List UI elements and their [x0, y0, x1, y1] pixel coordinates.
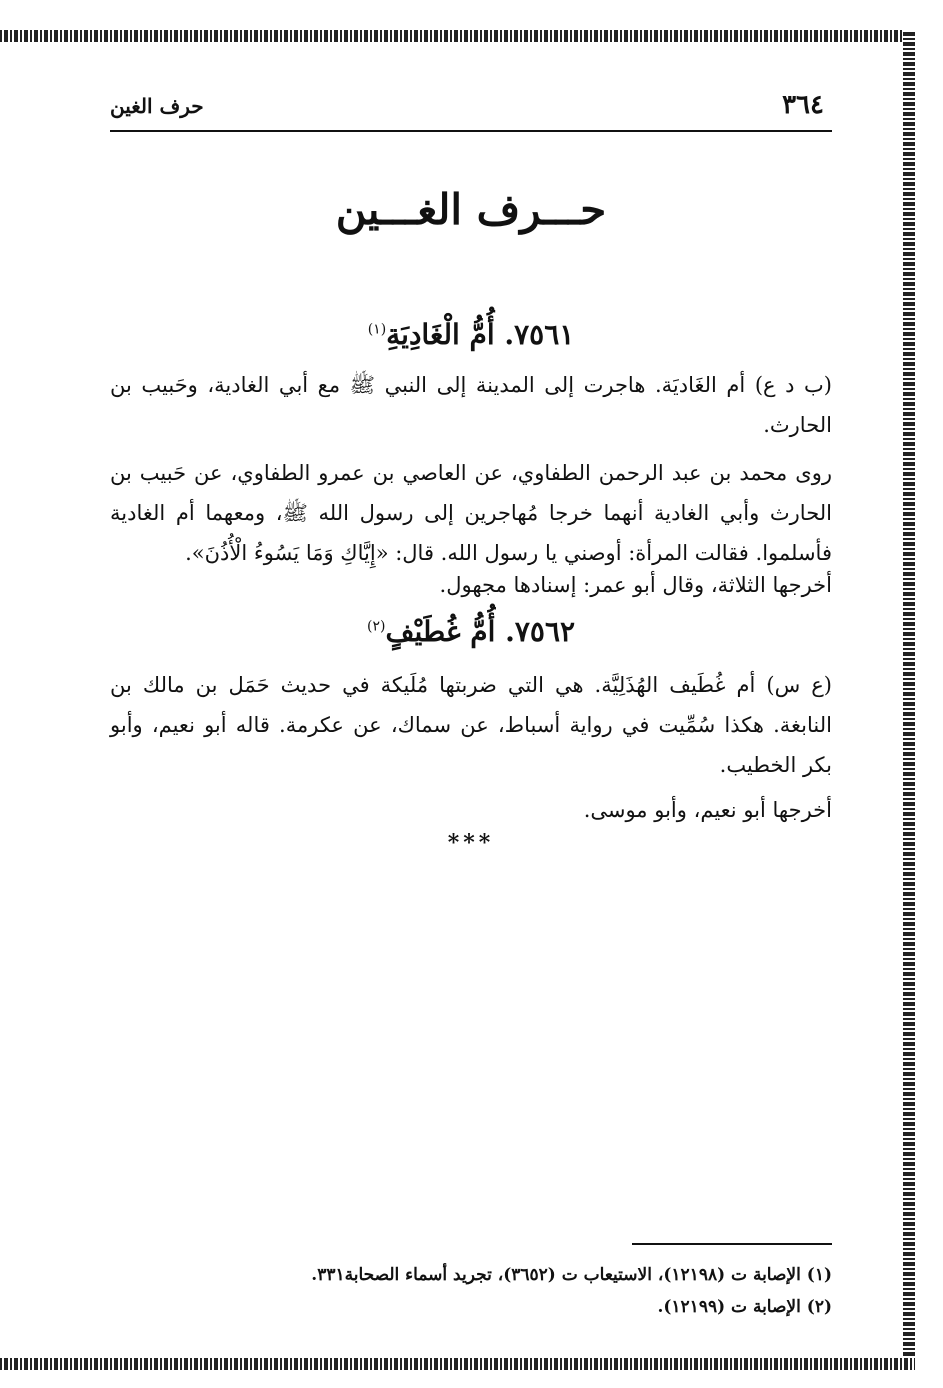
decorative-border-right: [903, 30, 915, 1370]
page-number: ٣٦٤: [782, 90, 824, 120]
entry-title-text: ٧٥٦١. أُمُّ الْغَادِيَةِ: [386, 318, 575, 351]
page-header: [110, 90, 832, 132]
running-title: حرف الغين: [110, 94, 204, 118]
paragraph: (ب د ع) أم الغَاديَة. هاجرت إلى المدينة إلى النبي ﷺ مع أبي الغادية، وحَبيب بن الحارث.: [110, 373, 832, 437]
entry-title-text: ٧٥٦٢. أُمُّ غُطَيْفٍ: [385, 615, 576, 648]
paragraph: أخرجها الثلاثة، وقال أبو عمر: إسنادها مجهول.: [439, 573, 832, 597]
footnote-2: (٢) الإصابة ت (١٢١٩٩).: [657, 1297, 832, 1317]
paragraph: روى محمد بن عبد الرحمن الطفاوي، عن العاصي بن عمرو الطفاوي، عن حَبيب بن الحارث وأبي الغادية أنهما خرجا مُهاجرين إلى رسول الله ﷺ، ومعهما أم الغادية فأسلموا. فقالت المرأة: أوصني يا رسول الله. قال: «إِيَّاكِ وَمَا يَسُوءُ الْأُذُنَ».: [110, 461, 832, 565]
paragraph: أخرجها أبو نعيم، وأبو موسى.: [583, 798, 832, 822]
section-separator: ***: [447, 830, 495, 856]
footnote-rule: [632, 1243, 832, 1245]
footnote-ref: (١): [367, 321, 387, 338]
footnote-1: (١) الإصابة ت (١٢١٩٨)، الاستيعاب ت (٣٦٥٢)، تجريد أسماء الصحابة٣٣١.: [311, 1265, 832, 1285]
footnote-ref: (٢): [366, 618, 386, 635]
entry-title-7562: [110, 615, 832, 648]
book-page: [110, 60, 832, 1340]
entry-title-7561: [110, 318, 832, 351]
decorative-border-bottom: [0, 1358, 915, 1370]
chapter-title: حـــرف الغـــين: [335, 185, 607, 234]
paragraph: (ع س) أم غُطَيف الهُذَلِيَّة. هي التي ضربتها مُلَيكة في حديث حَمَل بن مالك بن النابغة. هكذا سُمِّيت في رواية أسباط، عن سماك، عن عكرمة. قاله أبو نعيم، وأبو بكر الخطيب.: [110, 673, 832, 777]
decorative-border-top: [0, 30, 915, 42]
